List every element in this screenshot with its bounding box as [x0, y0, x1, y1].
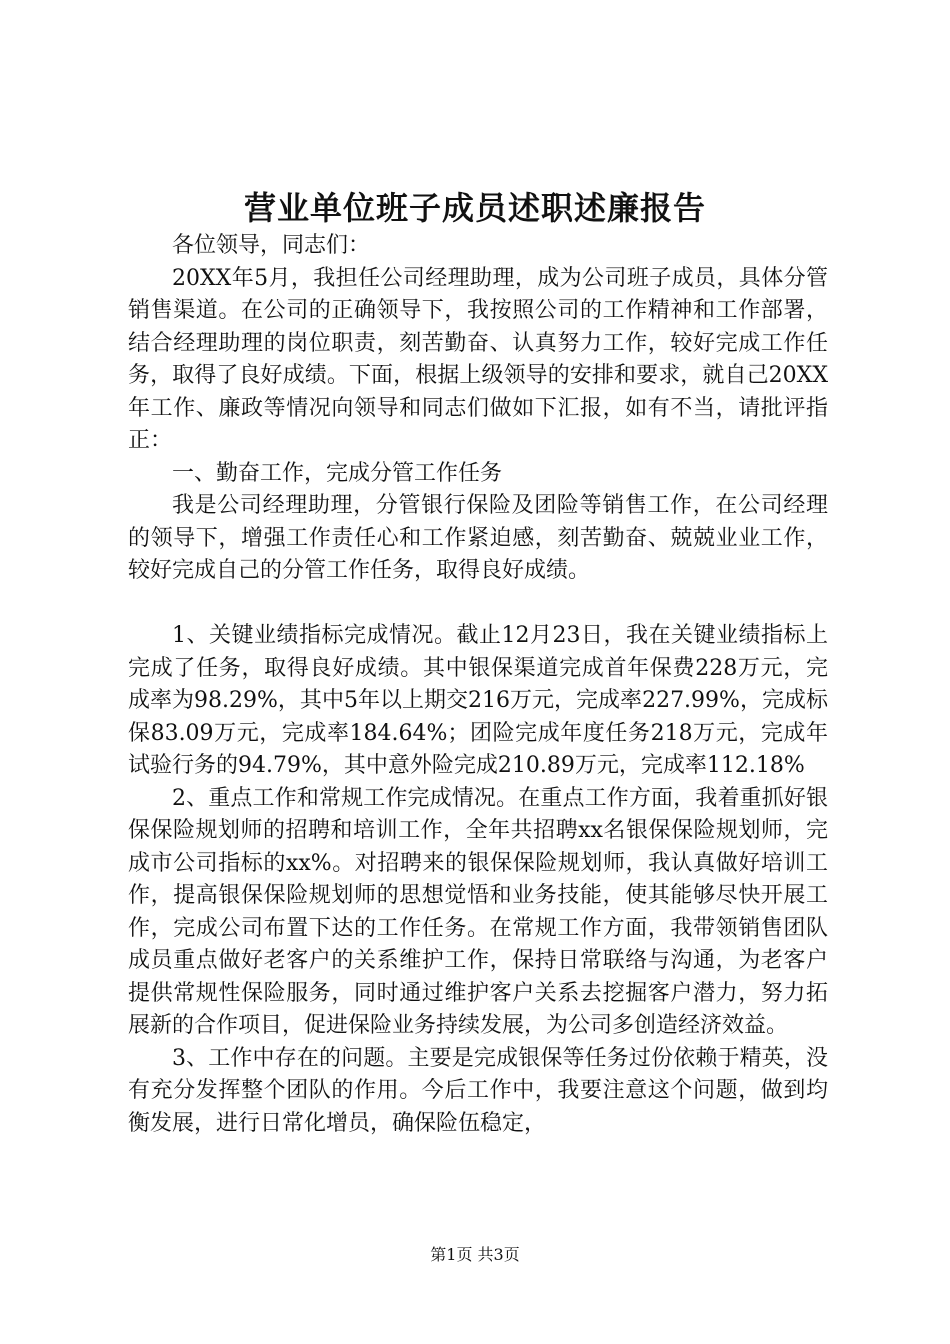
intro-paragraph: 20XX年5月，我担任公司经理助理，成为公司班子成员，具体分管销售渠道。在公司的正确领导下，我按照公司的工作精神和工作部署，结合经理助理的岗位职责，刻苦勤奋、认真努力工作，较好完成工作任务，取得了良好成绩。下面，根据上级领导的安排和要求，就自己20XX年工作、廉政等情况向领导和同志们做如下汇报，如有不当，请批评指正： — [128, 265, 828, 453]
paragraph-spacer — [128, 588, 828, 621]
problems-paragraph: 3、工作中存在的问题。主要是完成银保等任务过份依赖于精英，没有充分发挥整个团队的作用。今后工作中，我要注意这个问题，做到均衡发展，进行日常化增员，确保险伍稳定， — [128, 1045, 828, 1136]
key-work-paragraph: 2、重点工作和常规工作完成情况。在重点工作方面，我着重抓好银保保险规划师的招聘和培训工作，全年共招聘xx名银保保险规划师，完成市公司指标的xx%。对招聘来的银保保险规划师，我认真做好培训工作，提高银保保险规划师的思想觉悟和业务技能，使其能够尽快开展工作，完成公司布置下达的工作任务。在常规工作方面，我带领销售团队成员重点做好老客户的关系维护工作，保持日常联络与沟通，为老客户提供常规性保险服务，同时通过维护客户关系去挖掘客户潜力，努力拓展新的合作项目，促进保险业务持续发展，为公司多创造经济效益。 — [128, 785, 828, 1038]
section-intro-paragraph: 我是公司经理助理，分管银行保险及团险等销售工作，在公司经理的领导下，增强工作责任心和工作紧迫感，刻苦勤奋、兢兢业业工作，较好完成自己的分管工作任务，取得良好成绩。 — [128, 493, 828, 583]
salutation-paragraph: 各位领导，同志们： — [172, 233, 371, 258]
section-heading: 一、勤奋工作，完成分管工作任务 — [172, 460, 503, 486]
document-body — [128, 230, 828, 1140]
kpi-paragraph: 1、关键业绩指标完成情况。截止12月23日，我在关键业绩指标上完成了任务，取得良好成绩。其中银保渠道完成首年保费228万元，完成率为98.29%，其中5年以上期交216万元，完成率227.99%，完成标保83.09万元，完成率184.64%；团险完成年度任务218万元，完成年试验行务的94.79%，其中意外险完成210.89万元，完成率112.18% — [128, 623, 828, 778]
document-title: 营业单位班子成员述职述廉报告 — [243, 189, 706, 227]
page-number-footer: 第1页 共3页 — [430, 1245, 520, 1264]
